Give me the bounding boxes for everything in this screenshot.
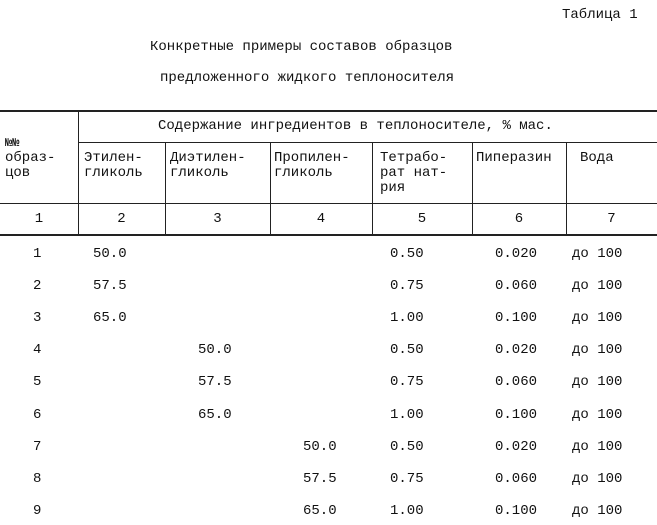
table-cell: до 100: [572, 343, 622, 358]
title-line-1: Конкретные примеры составов образцов: [150, 40, 452, 55]
table-cell: 65.0: [93, 311, 127, 326]
column-number: 1: [0, 212, 78, 227]
table-cell: 0.100: [495, 311, 537, 326]
sample-number-cell: 6: [33, 408, 41, 423]
table-label: Таблица 1: [562, 8, 638, 23]
table-cell: до 100: [572, 408, 622, 423]
header-line: Пропилен-: [274, 151, 350, 166]
number-row-rule: [0, 234, 657, 236]
table-cell: 1.00: [390, 504, 424, 519]
table-cell: 65.0: [198, 408, 232, 423]
table-cell: 0.100: [495, 504, 537, 519]
header-rule: [0, 203, 657, 204]
table-cell: 0.75: [390, 375, 424, 390]
header-line: рат нат-: [380, 166, 447, 181]
table-cell: до 100: [572, 375, 622, 390]
table-cell: 0.50: [390, 343, 424, 358]
table-cell: 57.5: [198, 375, 232, 390]
column-header-ethylene-glycol: [84, 151, 143, 181]
column-header-propylene-glycol: [274, 151, 350, 181]
header-line: Диэтилен-: [170, 151, 246, 166]
table-cell: 0.060: [495, 375, 537, 390]
sample-number-cell: 4: [33, 343, 41, 358]
header-line: Вода: [580, 151, 614, 166]
table-cell: 0.75: [390, 279, 424, 294]
header-line: гликоль: [170, 166, 246, 181]
table-cell: 0.50: [390, 247, 424, 262]
table-cell: 0.020: [495, 343, 537, 358]
sample-number-cell: 3: [33, 311, 41, 326]
header-line: гликоль: [84, 166, 143, 181]
sample-number-cell: 2: [33, 279, 41, 294]
table-cell: 0.020: [495, 440, 537, 455]
table-cell: 0.50: [390, 440, 424, 455]
header-line: рия: [380, 181, 447, 196]
column-number: 4: [270, 212, 372, 227]
table-cell: 50.0: [198, 343, 232, 358]
header-line: гликоль: [274, 166, 350, 181]
table-cell: до 100: [572, 440, 622, 455]
column-header-diethylene-glycol: [170, 151, 246, 181]
table-cell: до 100: [572, 247, 622, 262]
table-cell: 0.060: [495, 279, 537, 294]
sample-number-cell: 8: [33, 472, 41, 487]
table-cell: 0.100: [495, 408, 537, 423]
column-number: 7: [566, 212, 657, 227]
table-cell: 57.5: [303, 472, 337, 487]
sample-no-header: цов: [5, 166, 30, 181]
table-cell: 0.060: [495, 472, 537, 487]
table-cell: 50.0: [303, 440, 337, 455]
header-line: Этилен-: [84, 151, 143, 166]
sample-no-header: образ-: [5, 151, 55, 166]
column-number: 3: [165, 212, 270, 227]
column-number: 2: [78, 212, 165, 227]
table-cell: 50.0: [93, 247, 127, 262]
table-cell: 57.5: [93, 279, 127, 294]
document-page: [0, 0, 657, 525]
column-number: 6: [472, 212, 566, 227]
title-line-2: предложенного жидкого теплоносителя: [160, 71, 454, 86]
sample-no-header-sign: №№: [5, 137, 19, 149]
sample-number-cell: 5: [33, 375, 41, 390]
table-cell: до 100: [572, 279, 622, 294]
group-header: Содержание ингредиентов в теплоносителе, % мас.: [158, 119, 553, 134]
table-cell: 1.00: [390, 311, 424, 326]
sample-number-cell: 7: [33, 440, 41, 455]
table-cell: 0.75: [390, 472, 424, 487]
table-cell: до 100: [572, 472, 622, 487]
table-cell: до 100: [572, 311, 622, 326]
sample-number-cell: 1: [33, 247, 41, 262]
column-header-sodium-tetraborate: [380, 151, 447, 196]
header-line: Тетрабо-: [380, 151, 447, 166]
table-cell: 0.020: [495, 247, 537, 262]
header-line: Пиперазин: [476, 151, 552, 166]
column-number: 5: [372, 212, 472, 227]
column-header-piperazine: [476, 151, 552, 166]
table-top-rule: [0, 110, 657, 112]
table-cell: 65.0: [303, 504, 337, 519]
sample-number-cell: 9: [33, 504, 41, 519]
table-cell: до 100: [572, 504, 622, 519]
table-cell: 1.00: [390, 408, 424, 423]
column-header-water: [580, 151, 614, 166]
